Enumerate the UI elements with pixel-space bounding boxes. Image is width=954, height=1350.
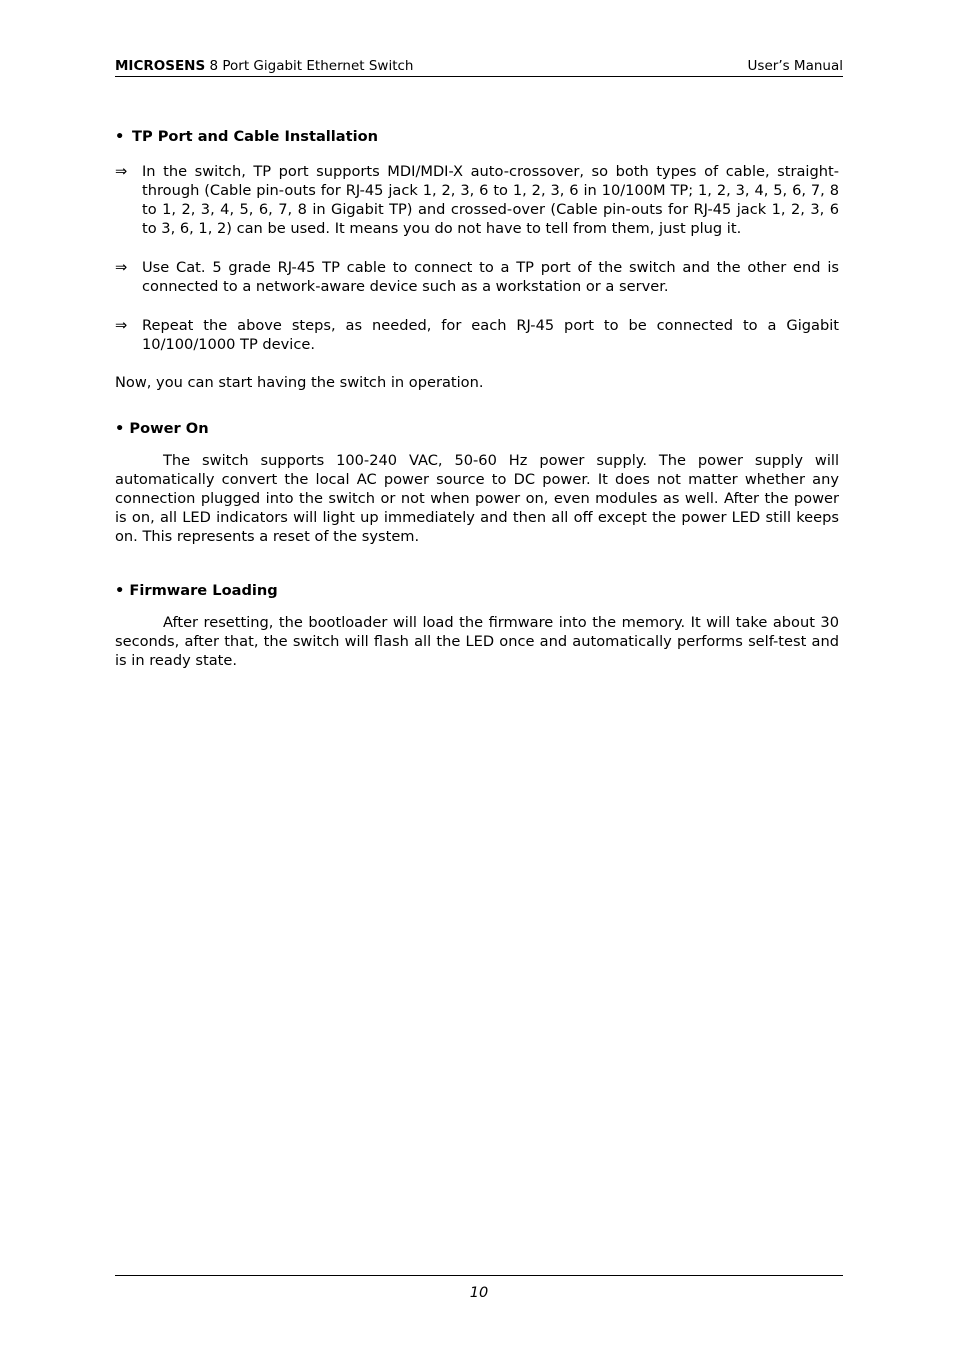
header-product: 8 Port Gigabit Ethernet Switch [205, 58, 414, 74]
header-brand: MICROSENS [115, 58, 206, 74]
tp-item-2 [115, 258, 839, 296]
tp-closing-text: Now, you can start having the switch in operation. [115, 374, 484, 391]
page-header [115, 57, 843, 77]
page-footer [115, 1275, 843, 1301]
arrow-icon: ⇒ [115, 163, 128, 180]
tp-section-title [115, 127, 839, 146]
tp-item-3 [115, 316, 839, 354]
page-number: 10 [469, 1285, 489, 1301]
tp-title-text: TP Port and Cable Installation [132, 128, 379, 145]
arrow-icon: ⇒ [115, 317, 128, 334]
header-title [115, 58, 413, 74]
tp-bullet: • [115, 128, 125, 145]
firmware-section-title: • Firmware Loading [115, 582, 278, 599]
tp-item-1 [115, 162, 839, 238]
tp-item-2-text: Use Cat. 5 grade RJ-45 TP cable to connect to a TP port of the switch and the other end is connected to a network-aware device such as a workstation or a server. [142, 259, 839, 295]
power-body-text: The switch supports 100-240 VAC, 50-60 Hz power supply. The power supply will automatically convert the local AC power source to DC power. It does not matter whether any connection plugged into the switch or not when power on, even modules as well. After the power is on, all LED indicators will light up immediately and then all off except the power LED still keeps on. This represents a reset of the system. [115, 452, 839, 545]
header-manual-label: User’s Manual [747, 58, 843, 74]
power-section-title: • Power On [115, 420, 209, 437]
arrow-icon: ⇒ [115, 259, 128, 276]
page-content [115, 127, 839, 670]
tp-item-3-text: Repeat the above steps, as needed, for each RJ-45 port to be connected to a Gigabit 10/100/1000 TP device. [142, 317, 839, 353]
firmware-body-text: After resetting, the bootloader will load the firmware into the memory. It will take about 30 seconds, after that, the switch will flash all the LED once and automatically performs self-test and is in ready state. [115, 614, 839, 669]
tp-item-1-text: In the switch, TP port supports MDI/MDI-X auto-crossover, so both types of cable, straight-through (Cable pin-outs for RJ-45 jack 1, 2, 3, 6 to 1, 2, 3, 6 in 10/100M TP; 1, 2, 3, 4, 5, 6, 7, 8 to 1, 2, 3, 4, 5, 6, 7, 8 in Gigabit TP) and crossed-over (Cable pin-outs for RJ-45 jack 1, 2, 3, 6 to 3, 6, 1, 2) can be used. It means you do not have to tell from them, just plug it. [142, 163, 839, 237]
